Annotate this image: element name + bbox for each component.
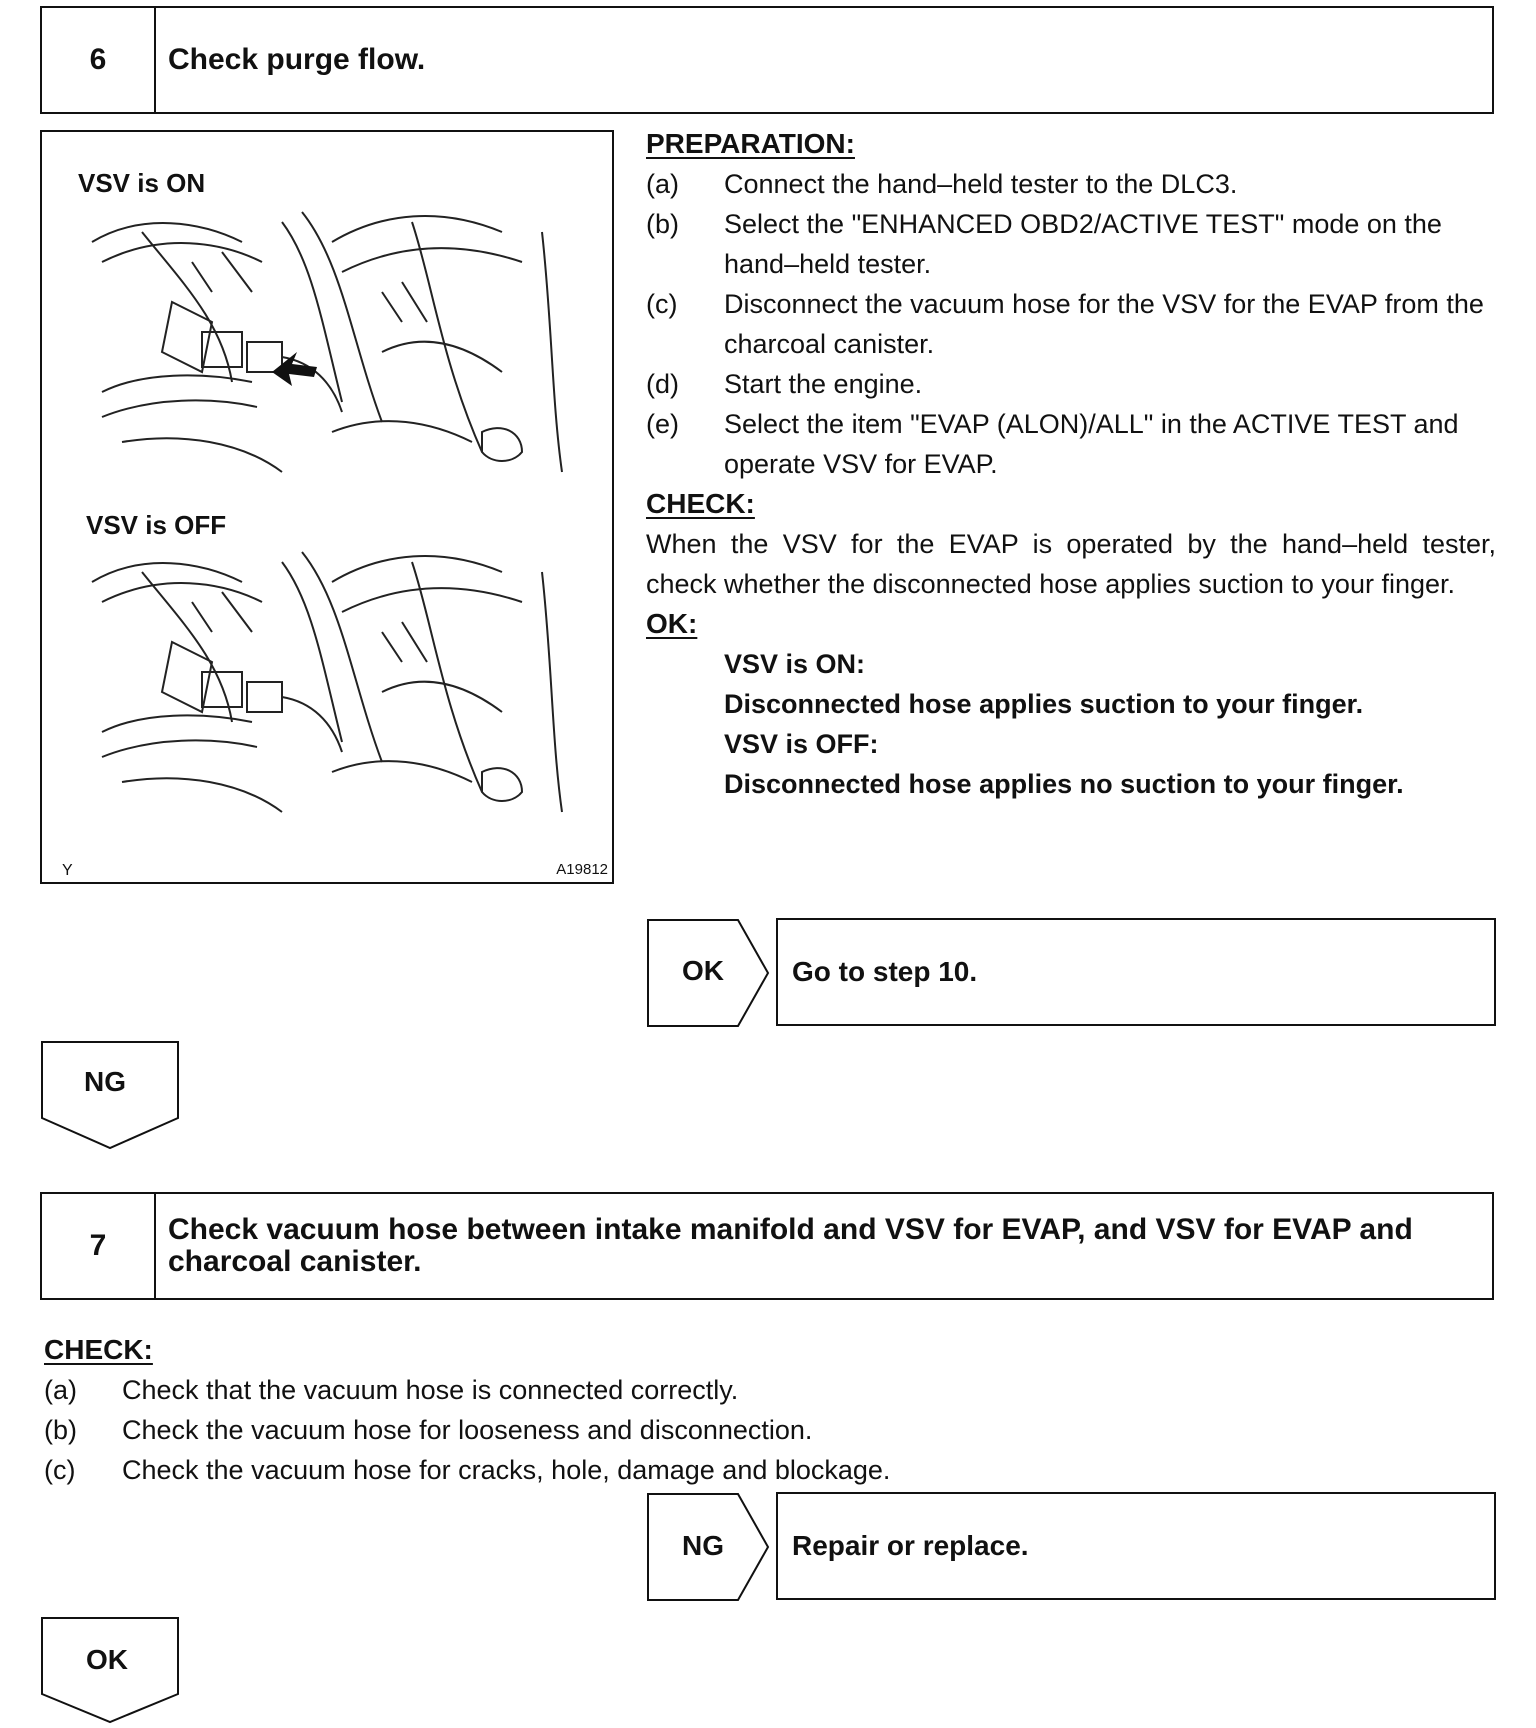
figure-corner-left: Y — [62, 862, 73, 879]
engine-illustration-off — [82, 542, 582, 822]
check-text: When the VSV for the EVAP is operated by the hand–held tester, check whether the disconnected hose applies suction to your finger. — [646, 529, 1496, 599]
preparation-list — [646, 164, 1496, 484]
ok-line: VSV is ON: — [724, 649, 866, 679]
ng-result-box: Repair or replace. — [776, 1492, 1496, 1600]
ok-down-label: OK — [86, 1644, 128, 1675]
check-list — [44, 1370, 1444, 1490]
ok-tag-label: OK — [682, 955, 724, 986]
preparation-heading: PREPARATION: — [646, 128, 855, 159]
list-item: (b) Check the vacuum hose for looseness and disconnection. — [44, 1415, 813, 1445]
step-6-header — [40, 6, 1494, 114]
step-number: 7 — [42, 1194, 156, 1298]
list-item: (c) Check the vacuum hose for cracks, hole, damage and blockage. — [44, 1455, 891, 1485]
step-title: Check purge flow. — [168, 43, 426, 76]
ok-result-box: Go to step 10. — [776, 918, 1496, 1026]
check-heading: CHECK: — [646, 488, 755, 519]
ok-line: VSV is OFF: — [724, 729, 879, 759]
list-item: (a) Connect the hand–held tester to the DLC3. — [646, 169, 1238, 199]
engine-illustration-on — [82, 202, 582, 482]
list-item: (d) Start the engine. — [646, 369, 923, 399]
ng-tag-label: NG — [682, 1530, 724, 1561]
list-item: (c) Disconnect the vacuum hose for the VSV for the EVAP from the charcoal canister. — [646, 289, 1484, 359]
ok-line: Disconnected hose applies no suction to your finger. — [724, 769, 1404, 799]
step-title: Check vacuum hose between intake manifold and VSV for EVAP, and VSV for EVAP and charcoal canister. — [168, 1213, 1413, 1278]
figure-id: A19812 — [556, 861, 608, 878]
ok-line: Disconnected hose applies suction to your finger. — [724, 689, 1364, 719]
step-7-check — [44, 1330, 1444, 1490]
step-number: 6 — [42, 8, 156, 112]
figure-label-vsv-off: VSV is OFF — [86, 510, 227, 540]
ng-down-label: NG — [84, 1066, 126, 1097]
check-heading: CHECK: — [44, 1334, 153, 1365]
list-item: (b) Select the "ENHANCED OBD2/ACTIVE TEST" mode on the hand–held tester. — [646, 209, 1442, 279]
ok-heading: OK: — [646, 608, 698, 639]
list-item: (e) Select the item "EVAP (ALON)/ALL" in the ACTIVE TEST and operate VSV for EVAP. — [646, 409, 1459, 479]
step-6-instructions — [646, 124, 1496, 804]
figure-label-vsv-on: VSV is ON — [78, 168, 206, 198]
step-7-header — [40, 1192, 1494, 1300]
ok-conditions — [646, 644, 1496, 804]
list-item: (a) Check that the vacuum hose is connected correctly. — [44, 1375, 739, 1405]
illustration-figure — [40, 130, 614, 884]
